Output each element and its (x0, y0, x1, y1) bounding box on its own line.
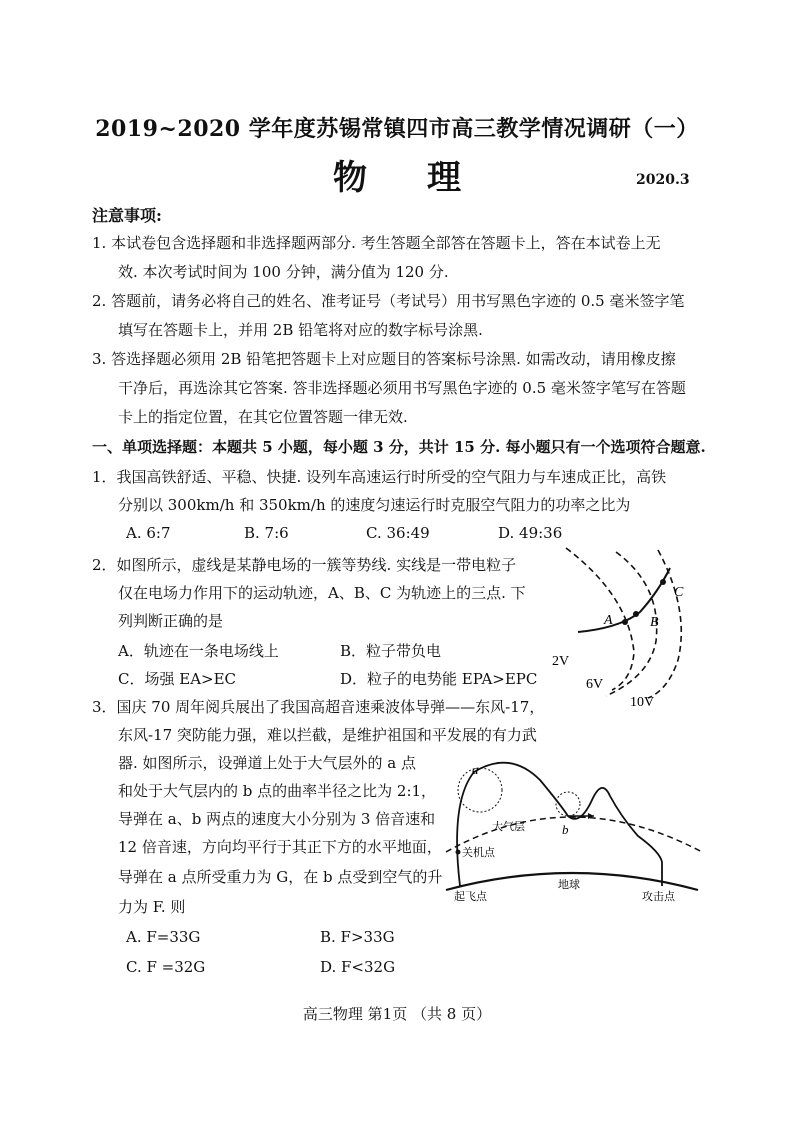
atmosphere-label: 大气层 (492, 821, 525, 833)
shutdown-point-dot (456, 850, 461, 855)
q3-missile-figure (440, 752, 704, 902)
q3-stem: 和处于大气层内的 b 点的曲率半径之比为 2:1， (118, 782, 437, 800)
q1-option-c: C. 36:49 (366, 524, 430, 542)
q3-option-a: A. F=33G (126, 928, 201, 946)
point-a-label: A (604, 613, 613, 628)
q3-stem: 器. 如图所示，设弹道上处于大气层外的 a 点 (118, 754, 417, 772)
q3-stem: 力为 F. 则 (118, 898, 186, 916)
q2-field-figure (540, 540, 710, 720)
q3-stem: 导弹在 a 点所受重力为 G，在 b 点受到空气的升 (118, 868, 443, 886)
voltage-10v-label: 10V (630, 695, 655, 710)
q3-stem: 东风-17 突防能力强，难以拦截，是维护祖国和平发展的有力武 (118, 726, 537, 744)
q3-option-b: B. F>33G (320, 928, 395, 946)
notice-line: 3. 答选择题必须用 2B 铅笔把答题卡上对应题目的答案标号涂黑. 如需改动，请用橡皮擦 (92, 350, 676, 368)
exam-title: 2019~2020 学年度苏锡常镇四市高三教学情况调研（一） (95, 116, 699, 142)
point-b-dot (633, 611, 639, 617)
q1-stem: 1．我国高铁舒适、平稳、快捷. 设列车高速运行时所受的空气阻力与车速成正比，高铁 (92, 468, 667, 486)
q2-stem: 列判断正确的是 (118, 612, 224, 630)
q1-option-a: A. 6:7 (126, 524, 171, 542)
notice-line: 卡上的指定位置，在其它位置答题一律无效. (118, 408, 408, 426)
q2-stem: 仅在电场力作用下的运动轨迹，A、B、C 为轨迹上的三点. 下 (118, 584, 526, 602)
subject-title: 物理 (333, 158, 521, 198)
earth-label: 地球 (558, 879, 580, 891)
point-c-label: C (674, 585, 684, 600)
target-point-label: 攻击点 (642, 891, 675, 902)
q3-stem: 12 倍音速，方向均平行于其正下方的水平地面， (118, 838, 442, 856)
equipotential-line-2v (566, 548, 634, 690)
point-b-label: B (650, 615, 659, 630)
section-heading: 一、单项选择题：本题共 5 小题，每小题 3 分，共计 15 分. 每小题只有一个选项符合题意. (92, 438, 706, 456)
point-b-label: b (562, 822, 569, 837)
q1-option-d: D. 49:36 (498, 524, 563, 542)
exam-date: 2020.3 (636, 172, 690, 188)
notice-line: 效. 本次考试时间为 100 分钟，满分值为 120 分. (118, 263, 449, 281)
q2-option-a: A．轨迹在一条电场线上 (118, 642, 279, 660)
notice-heading: 注意事项: (92, 206, 162, 225)
q2-option-b: B．粒子带负电 (340, 642, 442, 660)
notice-line: 填写在答题卡上，并用 2B 铅笔将对应的数字标号涂黑. (118, 321, 483, 339)
q3-stem: 3．国庆 70 周年阅兵展出了我国高超音速乘波体导弹——东风-17， (92, 698, 545, 716)
point-a-label: a (472, 762, 479, 777)
page-footer: 高三物理 第1页 （共 8 页） (302, 1005, 492, 1023)
q2-option-c: C．场强 EA>EC (118, 670, 237, 688)
notice-line: 干净后，再选涂其它答案. 答非选择题必须用书写黑色字迹的 0.5 毫米签字笔写在答题 (118, 379, 686, 397)
q1-option-b: B. 7:6 (244, 524, 289, 542)
point-c-dot (660, 579, 666, 585)
notice-line: 2. 答题前，请务必将自己的姓名、准考证号（考试号）用书写黑色字迹的 0.5 毫米签字笔 (92, 292, 685, 310)
q1-stem: 分别以 300km/h 和 350km/h 的速度匀速运行时克服空气阻力的功率之比为 (118, 496, 631, 514)
launch-point-label: 起飞点 (454, 891, 487, 902)
q3-option-c: C. F =32G (126, 958, 206, 976)
shutdown-point-label: 关机点 (462, 847, 495, 859)
notice-line: 1. 本试卷包含选择题和非选择题两部分. 考生答题全部答在答题卡上，答在本试卷上无 (92, 234, 661, 252)
voltage-6v-label: 6V (586, 677, 604, 692)
point-a-dot (622, 619, 628, 625)
q3-option-d: D. F<32G (320, 958, 396, 976)
voltage-2v-label: 2V (552, 654, 570, 669)
q2-option-d: D．粒子的电势能 EPA>EPC (340, 670, 538, 688)
q3-stem: 导弹在 a、b 两点的速度大小分别为 3 倍音速和 (118, 810, 436, 828)
q2-stem: 2．如图所示，虚线是某静电场的一簇等势线. 实线是一带电粒子 (92, 556, 517, 574)
